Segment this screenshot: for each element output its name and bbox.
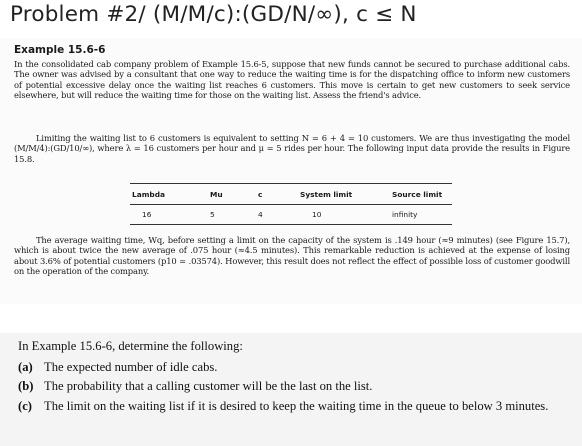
example-paragraph-3-text: The average waiting time, Wq, before setting a limit on the capacity of the system is .149 hour (≈9 minutes) (see Figure 15.7), which is about twice the new average of .075 hour (≈4.5 minutes). This remarkable reduction is achieved at the expense of losing about 3.6% of potential customers (p10 = .03574). However, this result does not reflect the effect of possible loss of customer goodwill on the operation of the company. — [14, 235, 570, 276]
question-a-text: The expected number of idle cabs. — [44, 360, 218, 374]
cell-source-limit: infinity — [390, 205, 452, 225]
header-system-limit: System limit — [298, 184, 390, 205]
cell-lambda: 16 — [130, 205, 208, 225]
cell-mu: 5 — [208, 205, 256, 225]
table-row — [130, 205, 452, 225]
question-b-text: The probability that a calling customer will be the last on the list. — [44, 379, 373, 393]
example-heading: Example 15.6-6 — [14, 44, 106, 56]
question-c-text: The limit on the waiting list if it is desired to keep the waiting time in the queue to below 3 minutes. — [44, 399, 549, 413]
cell-c: 4 — [256, 205, 298, 225]
header-lambda: Lambda — [130, 184, 208, 205]
slide-title: Problem #2/ (M/M/c):(GD/N/∞), c ≤ N — [10, 2, 417, 27]
questions-panel — [0, 333, 582, 446]
questions-intro: In Example 15.6-6, determine the following: — [18, 339, 243, 353]
question-c-letter: (c) — [18, 399, 32, 413]
input-data-table — [130, 183, 452, 225]
example-paragraph-2-text: Limiting the waiting list to 6 customers is equivalent to setting N = 6 + 4 = 10 customers. We are thus investigating the model (M/M/4):(GD/10/∞), where λ = 16 customers per hour and μ = 5 rides per hour. The following input data provide the results in Figure 15.8. — [14, 133, 570, 164]
question-b — [18, 378, 568, 395]
question-a-letter: (a) — [18, 360, 33, 374]
header-c: c — [256, 184, 298, 205]
example-paragraph-1: In the consolidated cab company problem of Example 15.6-5, suppose that new funds cannot be secured to purchase additional cabs. The owner was advised by a consultant that one way to reduce the waiting time is for the dispatching office to inform new customers of potential excessive delay once the waiting list reaches 6 customers. This move is certain to get new customers to seek service elsewhere, but will reduce the waiting time for those on the waiting list. Assess the friend's advice. — [14, 59, 570, 100]
cell-system-limit: 10 — [298, 205, 390, 225]
question-a — [18, 359, 568, 376]
header-mu: Mu — [208, 184, 256, 205]
header-source-limit: Source limit — [390, 184, 452, 205]
table-header-row — [130, 184, 452, 205]
question-b-letter: (b) — [18, 379, 34, 393]
example-paragraph-2 — [14, 133, 570, 164]
question-c — [18, 398, 568, 415]
example-paragraph-3 — [14, 235, 570, 276]
textbook-excerpt — [0, 38, 582, 304]
